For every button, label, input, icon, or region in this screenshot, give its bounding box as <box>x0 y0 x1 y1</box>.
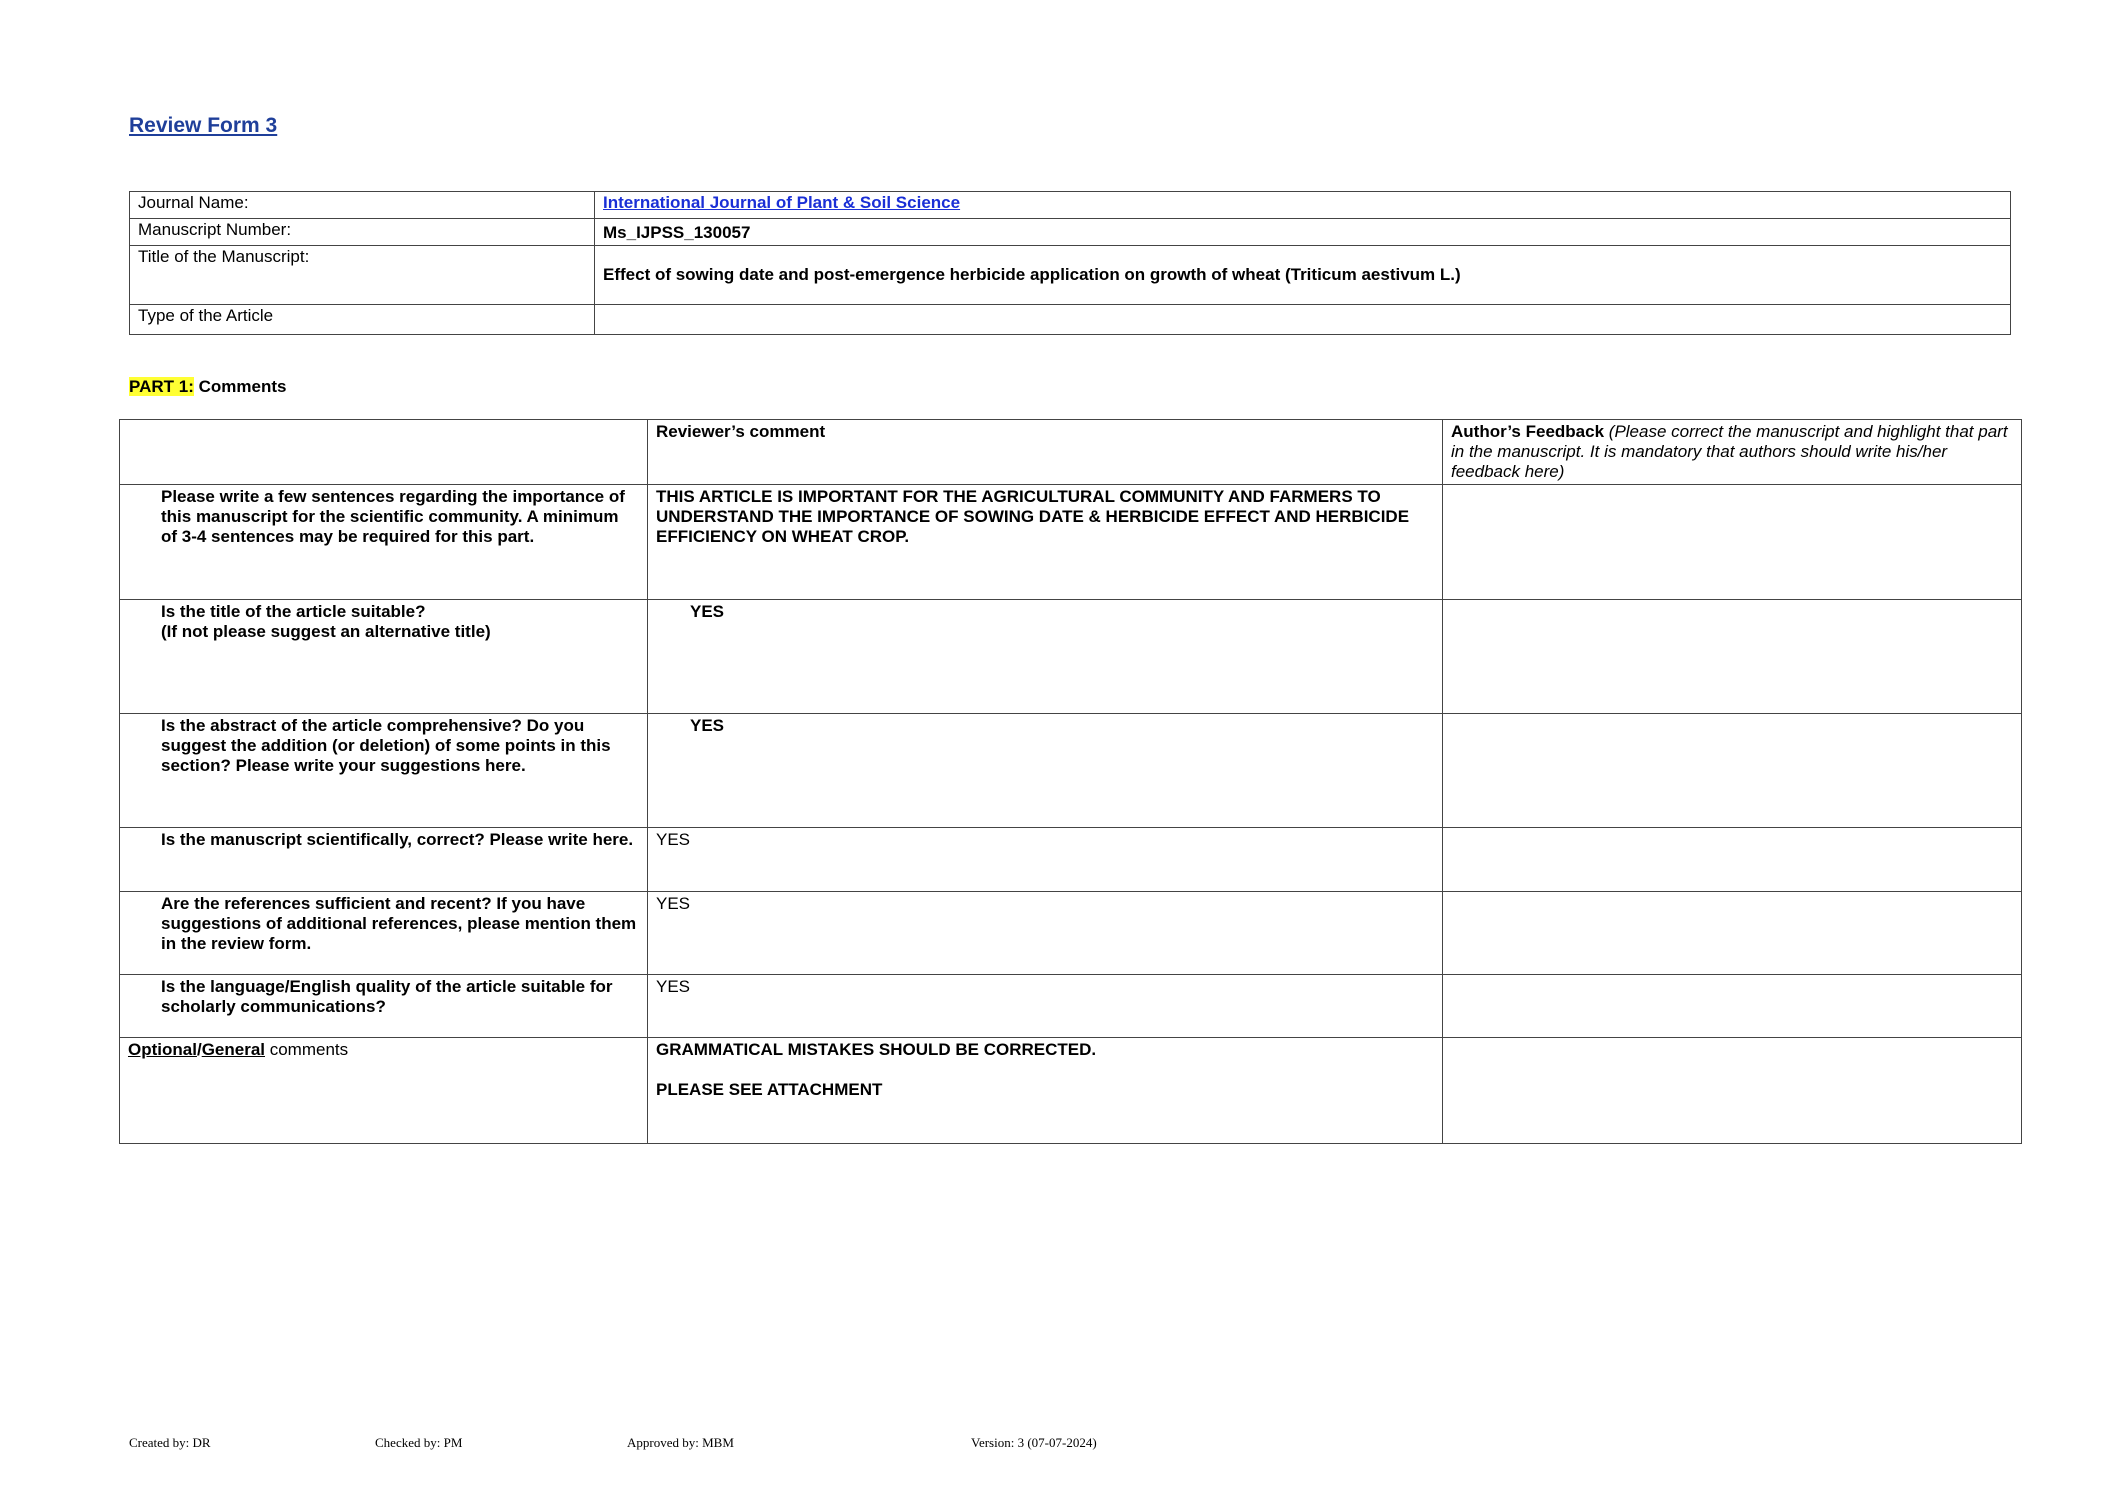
manuscript-number-label: Manuscript Number: <box>130 219 595 246</box>
comments-table <box>119 419 2022 1144</box>
comment-row-abstract <box>120 714 2022 828</box>
comment-abstract[interactable]: YES <box>648 714 1443 828</box>
comment-title[interactable]: YES <box>648 600 1443 714</box>
author-feedback-instructions: (Please correct the manuscript and highlight that part in the manuscript. It is mandatory that authors should write his/her feedback here) <box>1451 422 2008 481</box>
optional-comments-label <box>120 1038 648 1144</box>
feedback-language[interactable] <box>1443 975 2022 1038</box>
comments-header-row <box>120 420 2022 485</box>
author-feedback-title: Author’s Feedback <box>1451 422 1605 441</box>
comment-importance[interactable]: THIS ARTICLE IS IMPORTANT FOR THE AGRICULTURAL COMMUNITY AND FARMERS TO UNDERSTAND THE IMPORTANCE OF SOWING DATE & HERBICIDE EFFECT AND HERBICIDE EFFICIENCY ON WHEAT CROP. <box>648 485 1443 600</box>
question-title-line1: Is the title of the article suitable? <box>161 602 426 621</box>
comment-references[interactable]: YES <box>648 892 1443 975</box>
manuscript-title-label: Title of the Manuscript: <box>130 246 595 305</box>
comment-scientific[interactable]: YES <box>648 828 1443 892</box>
question-title-line2: (If not please suggest an alternative title) <box>161 622 491 641</box>
general-word: General <box>201 1040 265 1059</box>
footer-version: Version: 3 (07-07-2024) <box>971 1435 1097 1450</box>
comment-row-title <box>120 600 2022 714</box>
article-type-label: Type of the Article <box>130 305 595 335</box>
manuscript-title-value: Effect of sowing date and post-emergence herbicide application on growth of wheat (Triticum aestivum L.) <box>595 246 2011 305</box>
optional-slash: / <box>196 1040 202 1059</box>
question-importance: Please write a few sentences regarding the importance of this manuscript for the scientific community. A minimum of 3-4 sentences may be required for this part. <box>120 485 648 600</box>
journal-row <box>130 192 2011 219</box>
feedback-importance[interactable] <box>1443 485 2022 600</box>
comments-word: comments <box>265 1040 349 1059</box>
author-feedback-header <box>1443 420 2022 485</box>
footer-created: Created by: DR <box>129 1435 211 1450</box>
article-type-value[interactable] <box>595 305 2011 335</box>
part1-heading <box>129 377 286 397</box>
comment-language[interactable]: YES <box>648 975 1443 1038</box>
part1-title: Comments <box>198 377 287 396</box>
comment-row-scientific <box>120 828 2022 892</box>
comment-row-language <box>120 975 2022 1038</box>
comment-optional-line1: GRAMMATICAL MISTAKES SHOULD BE CORRECTED. <box>656 1040 1097 1059</box>
comment-optional-line2: PLEASE SEE ATTACHMENT <box>656 1080 883 1099</box>
feedback-title[interactable] <box>1443 600 2022 714</box>
feedback-optional[interactable] <box>1443 1038 2022 1144</box>
manuscript-title-row <box>130 246 2011 305</box>
question-abstract: Is the abstract of the article comprehensive? Do you suggest the addition (or deletion) of some points in this section? Please write your suggestions here. <box>120 714 648 828</box>
comment-row-importance <box>120 485 2022 600</box>
manuscript-info-table <box>129 191 2011 335</box>
journal-label: Journal Name: <box>130 192 595 219</box>
question-title <box>120 600 648 714</box>
manuscript-number-value: Ms_IJPSS_130057 <box>595 219 2011 246</box>
manuscript-number-row <box>130 219 2011 246</box>
comment-row-references <box>120 892 2022 975</box>
comment-row-optional <box>120 1038 2022 1144</box>
question-language: Is the language/English quality of the article suitable for scholarly communications? <box>120 975 648 1038</box>
journal-value-cell <box>595 192 2011 219</box>
footer-checked: Checked by: PM <box>375 1435 463 1450</box>
article-type-row <box>130 305 2011 335</box>
feedback-abstract[interactable] <box>1443 714 2022 828</box>
question-header <box>120 420 648 485</box>
journal-name-link[interactable]: International Journal of Plant & Soil Science <box>603 193 961 212</box>
page-title: Review Form 3 <box>129 114 278 137</box>
footer-approved: Approved by: MBM <box>627 1435 734 1450</box>
question-references: Are the references sufficient and recent? If you have suggestions of additional references, please mention them in the review form. <box>120 892 648 975</box>
comment-optional[interactable] <box>648 1038 1443 1144</box>
part1-label: PART 1: <box>129 377 194 396</box>
optional-word: Optional <box>128 1040 197 1059</box>
feedback-references[interactable] <box>1443 892 2022 975</box>
feedback-scientific[interactable] <box>1443 828 2022 892</box>
question-scientific: Is the manuscript scientifically, correct? Please write here. <box>120 828 648 892</box>
reviewer-comment-header: Reviewer’s comment <box>648 420 1443 485</box>
